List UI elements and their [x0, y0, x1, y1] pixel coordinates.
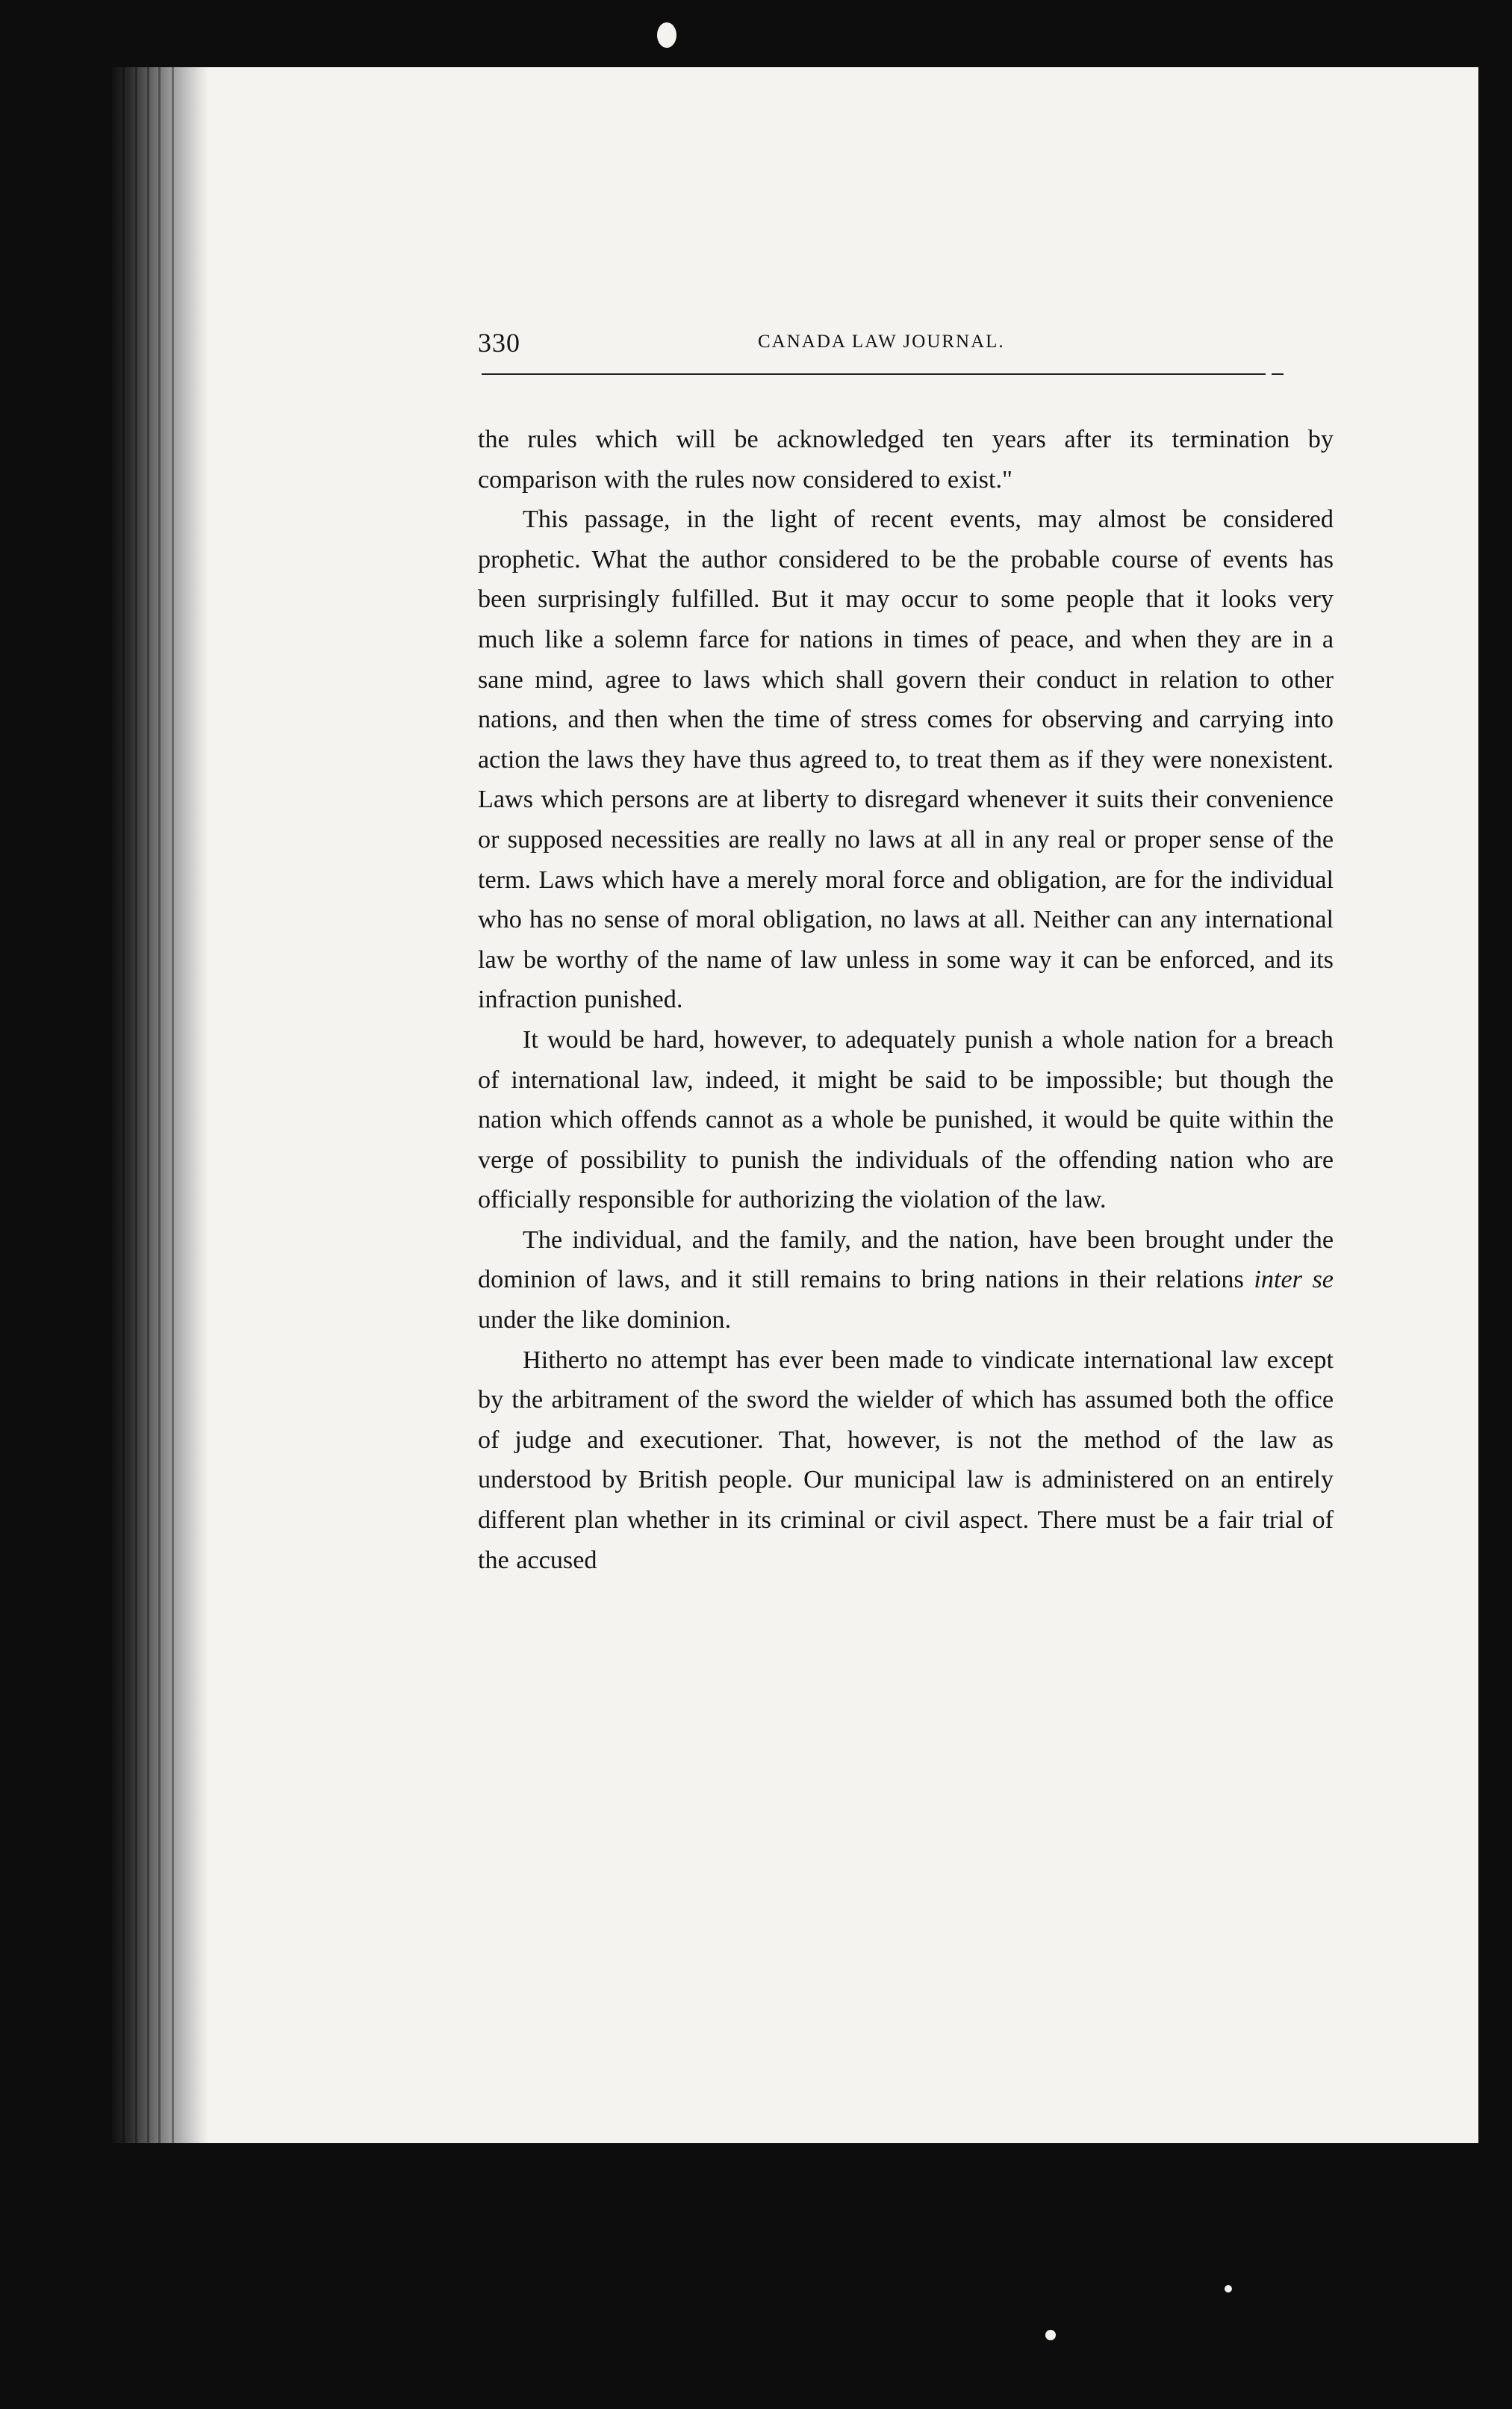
- header-rule-tail: [1272, 373, 1284, 375]
- paragraph: This passage, in the light of recent events, may almost be considered prophetic. What the author considered to be the probable course of events has been surprisingly fulfilled. But it may occur to some people that it looks very much like a solemn farce for nations in times of peace, and when they are in a sane mind, agree to laws which shall govern their conduct in relation to other nations, and then when the time of stress comes for observing and carrying into action the laws they have thus agreed to, to treat them as if they were nonexistent. Laws which persons are at liberty to disregard whenever it suits their convenience or supposed necessities are really no laws at all in any real or proper sense of the term. Laws which have a merely moral force and obligation, are for the individual who has no sense of moral obligation, no laws at all. Neither can any international law be worthy of the name of law unless in some way it can be enforced, and its infraction punished.: [478, 506, 1334, 1014]
- paragraph: [478, 1220, 1334, 1340]
- paragraph-text: under the like dominion.: [478, 1306, 732, 1334]
- paragraph: It would be hard, however, to adequately punish a whole nation for a breach of international law, indeed, it might be said to be impossible; but though the nation which offends cannot as a whole be punished, it would be quite within the verge of possibility to punish the individuals of the offending nation who are officially responsible for authorizing the violation of the law.: [478, 1025, 1334, 1214]
- latin-phrase: inter se: [1254, 1266, 1334, 1294]
- journal-title: CANADA LAW JOURNAL.: [758, 332, 1005, 352]
- header-rule: [482, 373, 1266, 375]
- scan-speck: [1225, 2285, 1232, 2293]
- paragraph-text: The individual, and the family, and the nation, have been brought under the dominion of laws, and it still remains to bring nations in their relations: [478, 1225, 1334, 1294]
- corner-shadow: [112, 2143, 426, 2409]
- article-body: [478, 420, 1334, 1580]
- paragraph-continued: the rules which will be acknowledged ten years after its termination by comparison with the rules now considered to exist.": [478, 426, 1334, 494]
- running-head: [478, 327, 1329, 372]
- page-number: 330: [478, 328, 520, 358]
- scan-speck: [657, 22, 676, 48]
- scan-speck: [1045, 2330, 1056, 2340]
- paragraph: Hitherto no attempt has ever been made to vindicate international law except by the arbitrament of the sword the wielder of which has assumed both the office of judge and executioner. That, however, is not the method of the law as understood by British people. Our municipal law is administered on an entirely different plan whether in its criminal or civil aspect. There must be a fair trial of the accused: [478, 1346, 1334, 1574]
- page-binding-shadow: [112, 67, 209, 2143]
